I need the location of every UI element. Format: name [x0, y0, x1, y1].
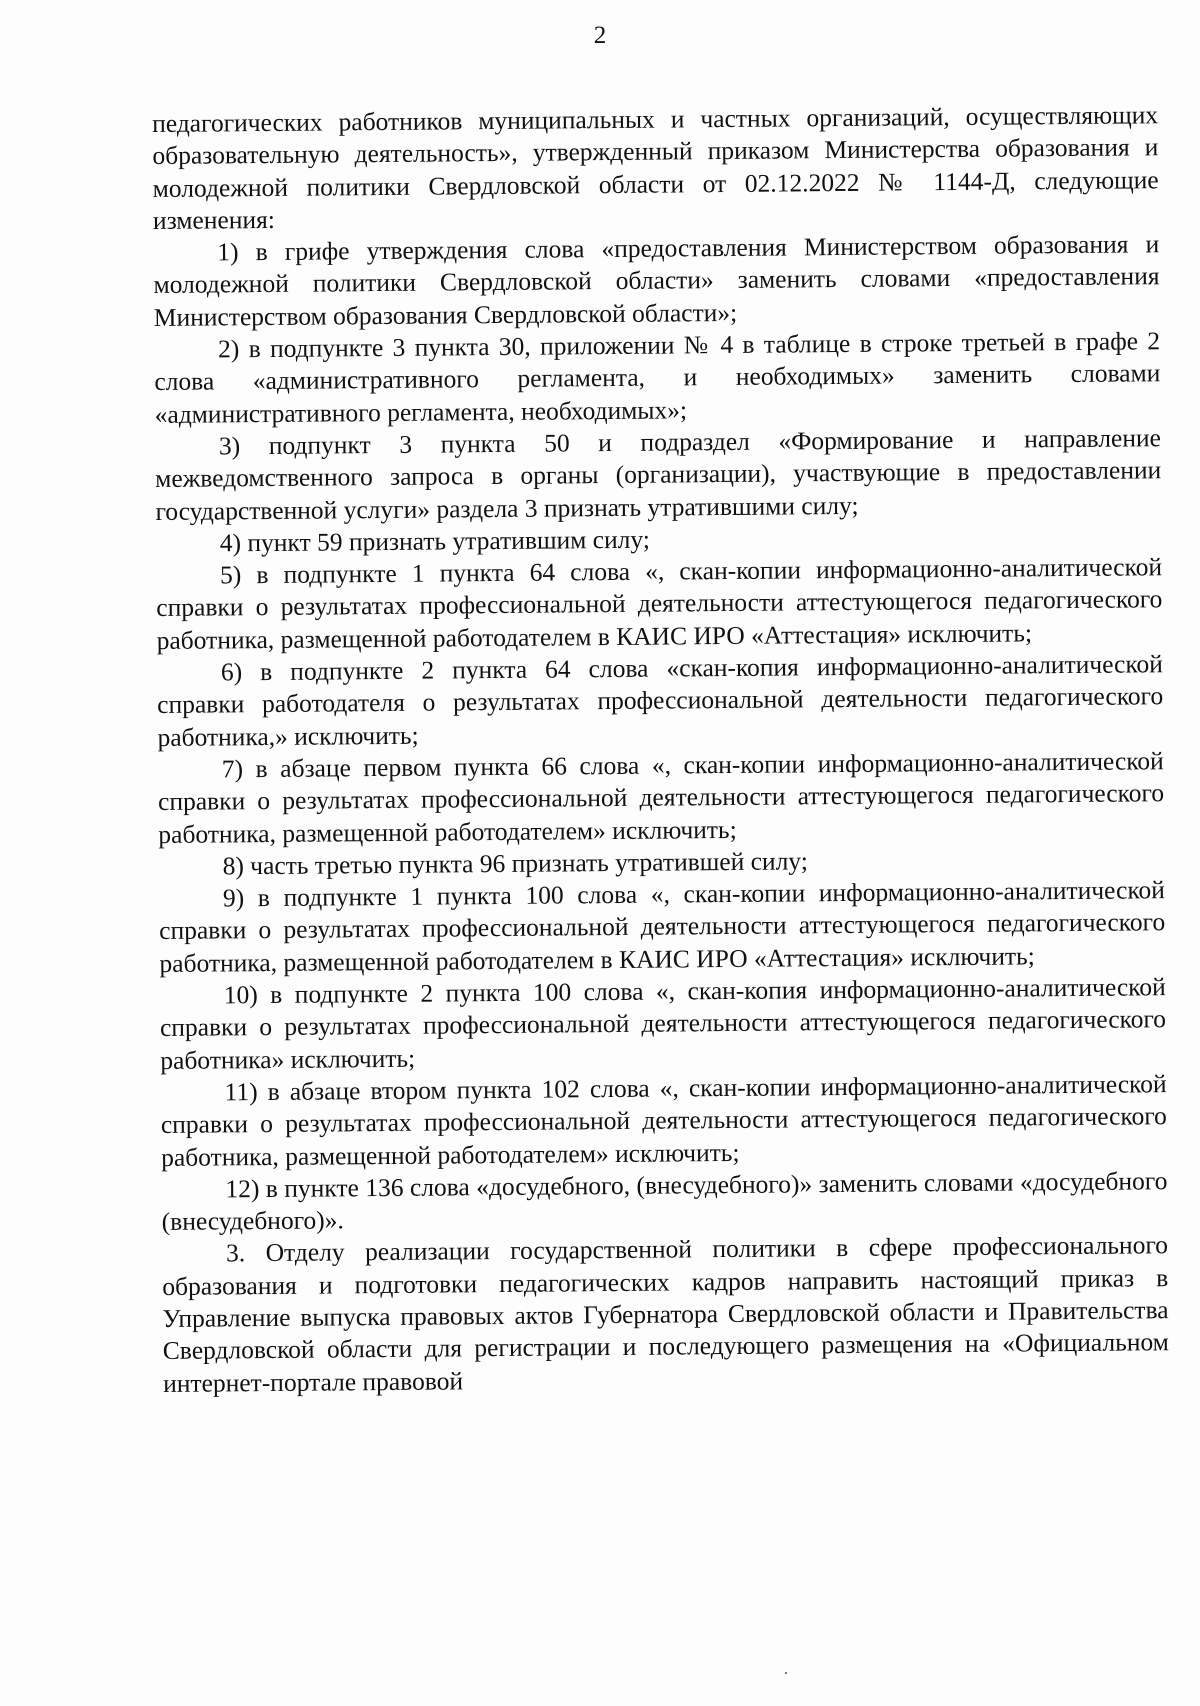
amendment-item-2: 2) в подпункте 3 пункта 30, приложении № 4 в таблице в строке третьей в графе 2 слова «административного регламента, и необходимых» заменить словами «административного регламента, необходимых»;: [154, 326, 1161, 429]
section-3-paragraph: 3. Отделу реализации государственной политики в сфере профессионального образования и подготовки педагогических кадров направить настоящий приказ в Управление выпуска правовых актов Губернатора Свердловской области и Правительства Свердловской области для регистрации и последующего размещения на «Официальном интернет-портале правовой: [162, 1230, 1169, 1398]
amendment-item-1: 1) в грифе утверждения слова «предоставления Министерством образования и молодежной политики Свердловской области» заменить словами «предоставления Министерством образования Свердловской области»;: [153, 229, 1160, 332]
amendment-item-11: 11) в абзаце втором пункта 102 слова «, скан-копии информационно-аналитической справки о результатах профессиональной деятельности аттестующегося педагогического работника, размещенной работодателем» исключить;: [160, 1069, 1167, 1172]
intro-paragraph: педагогических работников муниципальных и частных организаций, осуществляющих образовательную деятельность», утвержденный приказом Министерства образования и молодежной политики Свердловской области от 02.12.2022 № 1144-Д, следующие изменения:: [152, 100, 1159, 235]
amendment-item-10: 10) в подпункте 2 пункта 100 слова «, скан-копия информационно-аналитической справки о результатах профессиональной деятельности аттестующегося педагогического работника» исключить;: [159, 972, 1167, 1075]
amendment-item-7: 7) в абзаце первом пункта 66 слова «, скан-копии информационно-аналитической справки о результатах профессиональной деятельности аттестующегося педагогического работника, размещенной работодателем» исключить;: [157, 746, 1165, 849]
amendment-item-6: 6) в подпункте 2 пункта 64 слова «скан-копия информационно-аналитической справки работодателя о результатах профессиональной деятельности педагогического работника,» исключить;: [157, 649, 1164, 752]
amendment-item-4: 4) пункт 59 признать утратившим силу;: [219, 524, 651, 558]
amendment-item-3: 3) подпункт 3 пункта 50 и подраздел «Формирование и направление межведомственного запроса в органы (организации), участвующие в предоставлении государственной услуги» раздела 3 признать утратившими силу;: [155, 423, 1162, 526]
amendment-item-12: 12) в пункте 136 слова «досудебного, (внесудебного)» заменить словами «досудебного (внесудебного)».: [161, 1165, 1168, 1237]
scan-speck: [785, 1672, 787, 1674]
page-number: 2: [593, 22, 607, 49]
document-body: [152, 99, 1169, 1400]
amendment-item-8: 8) часть третью пункта 96 признать утратившей силу;: [222, 846, 808, 881]
amendment-item-5: 5) в подпункте 1 пункта 64 слова «, скан-копии информационно-аналитической справки о результатах профессиональной деятельности аттестующегося педагогического работника, размещенной работодателем в КАИС ИРО «Аттестация» исключить;: [156, 552, 1163, 655]
amendment-item-9: 9) в подпункте 1 пункта 100 слова «, скан-копии информационно-аналитической справки о результатах профессиональной деятельности аттестующегося педагогического работника, размещенной работодателем в КАИС ИРО «Аттестация» исключить;: [159, 875, 1166, 978]
